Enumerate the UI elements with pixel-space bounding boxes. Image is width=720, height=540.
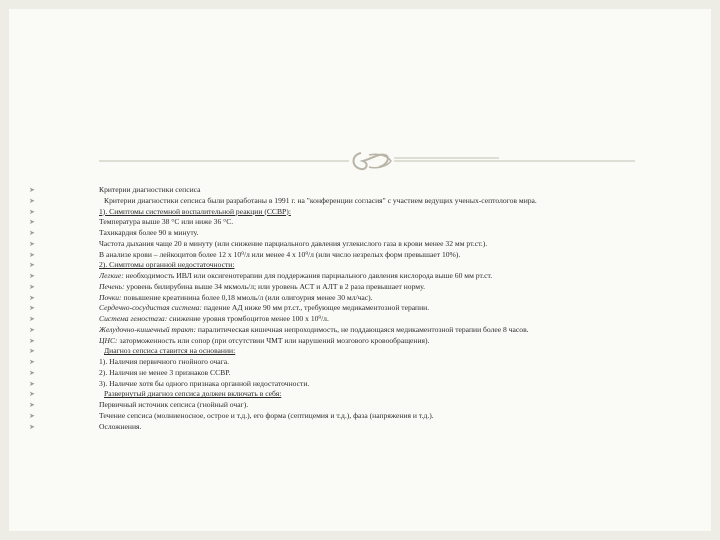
list-item <box>29 271 709 282</box>
arrow-bullet-icon: ➤ <box>29 368 35 377</box>
list-item-body: падение АД ниже 90 мм рт.ст., требующее медикаментозной терапии. <box>201 303 430 313</box>
list-item-text <box>99 336 709 347</box>
arrow-bullet-icon: ➤ <box>29 325 35 334</box>
list-item <box>29 368 709 379</box>
list-item <box>29 400 709 411</box>
list-item-body: заторможенность или сопор (при отсутствии ЧМТ или нарушений мозгового кровообращения). <box>117 335 430 345</box>
list-item <box>29 196 709 207</box>
arrow-bullet-icon: ➤ <box>29 315 35 323</box>
list-item-text <box>99 314 709 325</box>
list-item <box>29 379 709 390</box>
list-item-body: Течение сепсиса (молниеносное, острое и т.д.), его форма (септицемия и т.д.), фаза (напряжения и т.д.). <box>99 410 434 420</box>
list-item-label: Сердечно-сосудистая система: <box>99 303 202 313</box>
arrow-bullet-icon: ➤ <box>29 401 35 409</box>
list-item-body: 1). Наличия первичного гнойного очага. <box>99 357 230 366</box>
list-item-body: Первичный источник сепсиса (гнойный очаг). <box>99 400 249 409</box>
arrow-bullet-icon: ➤ <box>29 261 35 270</box>
arrow-bullet-icon: ➤ <box>29 390 35 399</box>
list-item-label: Почки: <box>99 292 122 302</box>
list-item-body: 2). Симптомы органной недостаточности: <box>99 260 235 270</box>
list-item-body: 1). Симптомы системной воспалительной реакции (ССВР): <box>99 206 291 216</box>
list-item <box>29 336 709 347</box>
list-item <box>29 325 709 336</box>
list-item-text <box>99 422 709 433</box>
list-item-text <box>99 239 709 250</box>
list-item <box>29 239 709 250</box>
list-item <box>29 250 709 261</box>
list-item-label: Печень: <box>99 281 125 291</box>
list-item-body: Диагноз сепсиса ставится на основании: <box>104 346 236 356</box>
list-item <box>29 185 709 196</box>
list-item-text <box>99 411 709 422</box>
list-item <box>29 303 709 314</box>
list-item-text <box>99 250 709 261</box>
list-item-text <box>99 346 709 357</box>
list-item-body: паралитическая кишечная непроходимость, не поддающаяся медикаментозной терапии более 8 часов. <box>195 324 529 334</box>
list-item-body: Осложнения. <box>99 421 142 431</box>
arrow-bullet-icon: ➤ <box>29 207 35 216</box>
list-item-body: Критерии диагностики сепсиса были разработаны в 1991 г. на "конференции согласия" с участием ведущих ученых-септологов мира. <box>104 195 537 205</box>
list-item-text <box>99 368 709 379</box>
list-item <box>29 411 709 422</box>
arrow-bullet-icon: ➤ <box>29 250 35 259</box>
list-item <box>29 357 709 368</box>
list-item-body: Температура выше 38 °С или ниже 36 °С. <box>99 217 234 227</box>
arrow-bullet-icon: ➤ <box>29 411 35 420</box>
list-item <box>29 314 709 325</box>
list-item-body: Тахикардия более 90 в минуту. <box>99 228 199 237</box>
list-item-text <box>99 400 709 411</box>
list-item-body: снижение уровня тромбоцитов менее 100 х 10⁹/л. <box>167 314 329 323</box>
list-item-body: Развернутый диагноз сепсиса должен включать в себя: <box>104 389 282 399</box>
list-item-body: уровень билирубина выше 34 мкмоль/л; или уровень АСТ и АЛТ в 2 раза превышает норму. <box>124 281 426 291</box>
list-item <box>29 422 709 433</box>
list-item-text <box>99 357 709 368</box>
list-item-text <box>99 282 709 293</box>
arrow-bullet-icon: ➤ <box>29 239 35 248</box>
slide-content <box>29 185 709 432</box>
list-item-label: Легкие: <box>99 271 124 280</box>
arrow-bullet-icon: ➤ <box>29 293 35 302</box>
arrow-bullet-icon: ➤ <box>29 229 35 237</box>
arrow-bullet-icon: ➤ <box>29 379 35 388</box>
list-item <box>29 207 709 218</box>
arrow-bullet-icon: ➤ <box>29 336 35 345</box>
slide-title: Критерии диагностики сепсиса <box>99 185 201 194</box>
arrow-bullet-icon: ➤ <box>29 196 35 205</box>
list-item-text <box>99 196 709 207</box>
list-item-text <box>99 293 709 304</box>
list-item-text <box>99 207 709 218</box>
list-item <box>29 346 709 357</box>
scroll-ornament-icon <box>99 149 635 173</box>
list-item-body: 2). Наличия не менее 3 признаков ССВР. <box>99 367 231 377</box>
list-item-body: 3). Наличие хотя бы одного признака органной недостаточности. <box>99 378 310 388</box>
arrow-bullet-icon: ➤ <box>29 282 35 291</box>
arrow-bullet-icon: ➤ <box>29 186 35 194</box>
list-item-text <box>99 217 709 228</box>
arrow-bullet-icon: ➤ <box>29 272 35 280</box>
list-item <box>29 293 709 304</box>
list-item <box>29 217 709 228</box>
list-item-label: Система гемостаза: <box>99 314 168 323</box>
arrow-bullet-icon: ➤ <box>29 347 35 356</box>
list-item <box>29 228 709 239</box>
list-item-text <box>99 389 709 400</box>
arrow-bullet-icon: ➤ <box>29 422 35 431</box>
list-item-text <box>99 325 709 336</box>
list-item-label: ЦНС: <box>99 335 118 345</box>
list-item-text <box>99 260 709 271</box>
list-item <box>29 282 709 293</box>
list-item-body: Частота дыхания чаще 20 в минуту (или снижение парциального давления углекислого газа в крови менее 32 мм рт.ст.). <box>99 238 488 248</box>
arrow-bullet-icon: ➤ <box>29 358 35 366</box>
list-item <box>29 260 709 271</box>
list-item-body: В анализе крови – лейкоцитов более 12 х 10⁹/л или менее 4 х 10⁹/л (или число незрелых форм превышает 10%). <box>99 249 461 259</box>
list-item-body: необходимость ИВЛ или оксигенотерапии для поддержания парциального давления кислорода выше 60 мм рт.ст. <box>123 271 493 280</box>
list-item-text <box>99 379 709 390</box>
list-item-text <box>99 228 709 239</box>
arrow-bullet-icon: ➤ <box>29 304 35 313</box>
arrow-bullet-icon: ➤ <box>29 218 35 227</box>
list-item-body: повышение креатинина более 0,18 ммоль/л (или олигоурия менее 30 мл/час). <box>121 292 373 302</box>
list-item-text <box>99 271 709 282</box>
list-item-text <box>99 303 709 314</box>
list-item <box>29 389 709 400</box>
list-item-label: Желудочно-кишечный тракт: <box>99 324 196 334</box>
